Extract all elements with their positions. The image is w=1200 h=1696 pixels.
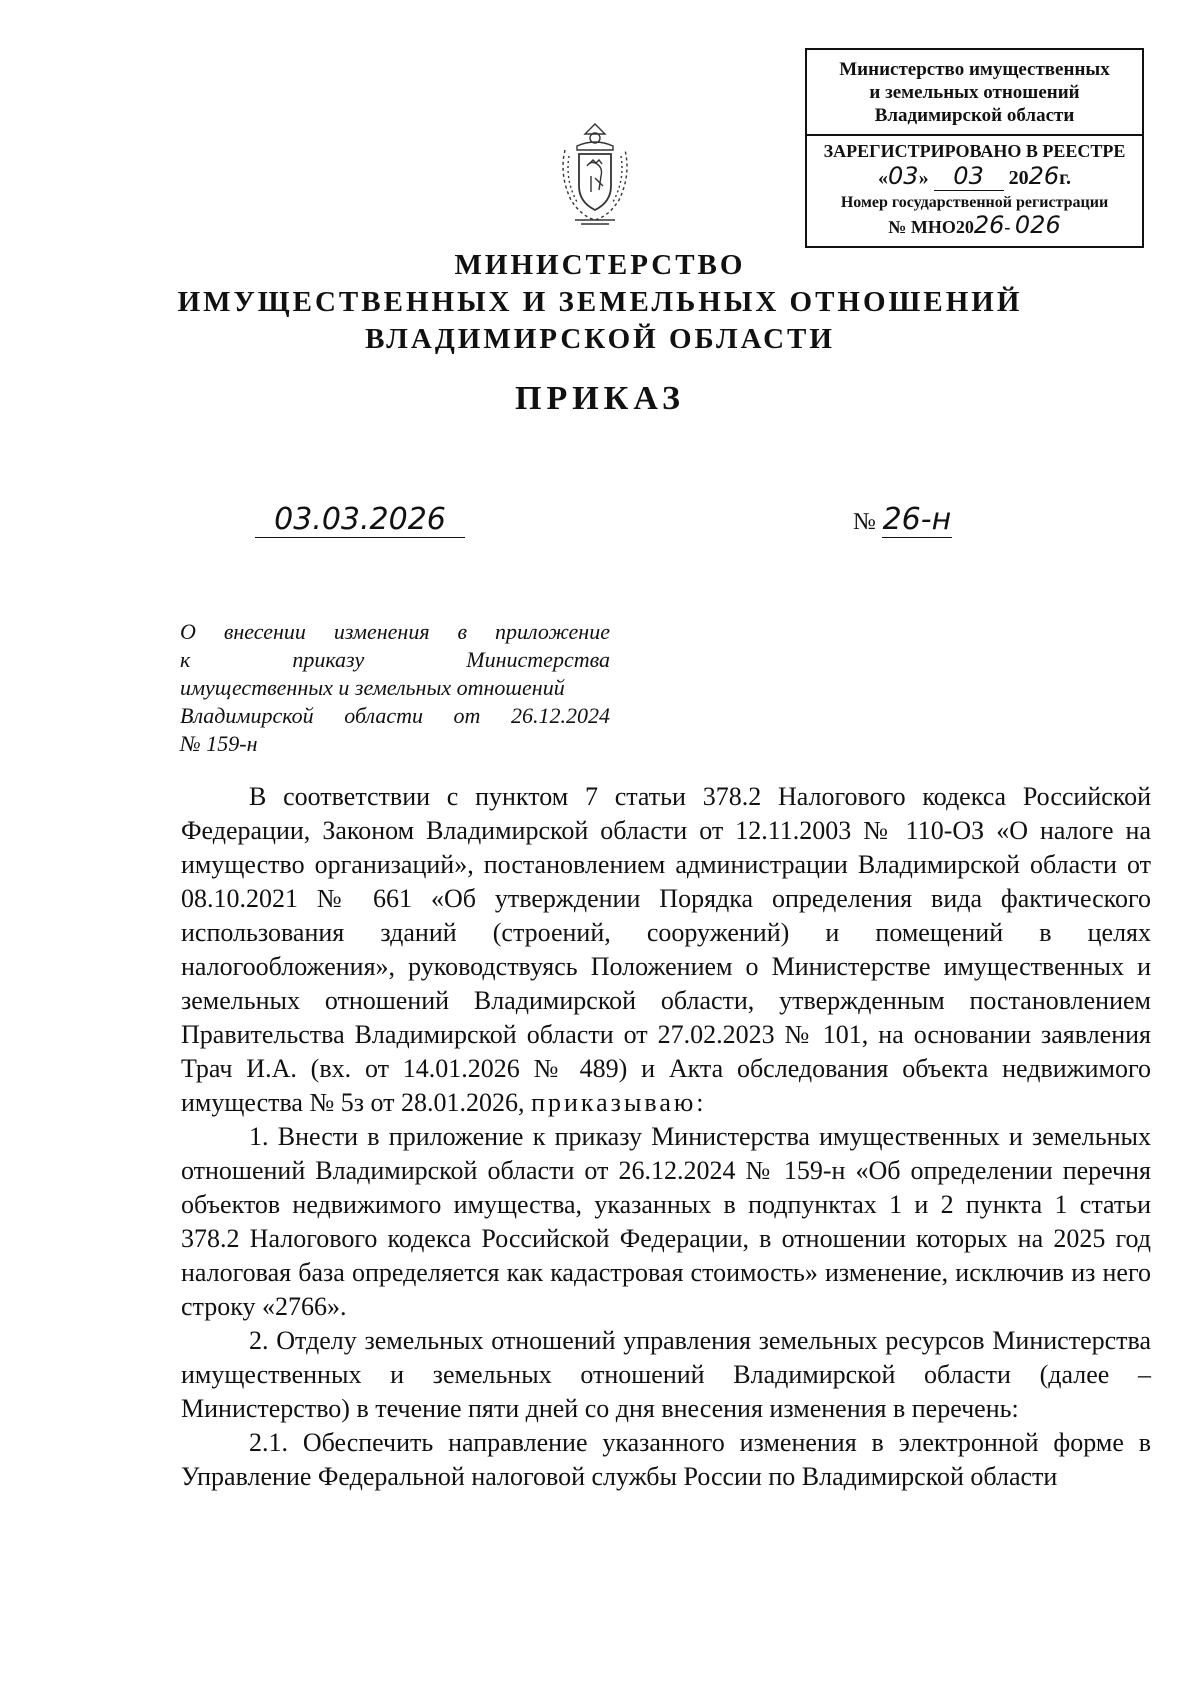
stamp-year-end: г. [1059, 167, 1071, 189]
stamp-registration [807, 136, 1142, 238]
order-number-label: № [853, 509, 876, 535]
subject-line [180, 646, 610, 674]
stamp-year-suffix: 26 [1028, 162, 1060, 190]
subject-word: Владимирской [180, 703, 314, 728]
stamp-organization [807, 50, 1142, 136]
subject-word: приказу [292, 647, 365, 672]
subject-line [180, 618, 610, 646]
subject-word: в [457, 619, 468, 644]
subject-word: области [344, 703, 423, 728]
clause-2-1: 2.1. Обеспечить направление указанного изменения в электронной форме в Управление Федеральной налоговой службы России по Владимирской области [181, 1428, 1151, 1491]
subject-line: № 159-н [180, 731, 258, 756]
registration-stamp [805, 48, 1144, 248]
stamp-date [807, 162, 1142, 192]
stamp-reg-prefix: № МНО20 [888, 217, 974, 237]
subject-word: Министерства [466, 647, 610, 672]
stamp-month: 03 [934, 162, 1004, 191]
order-word: приказываю: [531, 1088, 707, 1117]
stamp-reg-number-label: Номер государственной регистрации [840, 194, 1109, 211]
stamp-org-line: и земельных отношений [869, 82, 1080, 103]
subject-word: от [453, 703, 481, 728]
stamp-org-line: Министерство имущественных [839, 59, 1110, 80]
order-number [853, 503, 952, 539]
subject-line [180, 702, 610, 730]
ministry-heading [0, 247, 1200, 358]
subject-line: имущественных и земельных отношений [180, 675, 565, 700]
stamp-year-prefix: 20 [1008, 167, 1029, 189]
heading-line: ВЛАДИМИРСКОЙ ОБЛАСТИ [365, 323, 835, 355]
subject-word: к [180, 647, 191, 672]
subject-word: изменения [333, 619, 430, 644]
order-date: 03.03.2026 [255, 503, 465, 538]
stamp-reg-dash: - [1004, 217, 1011, 237]
preamble-paragraph [181, 780, 1151, 1120]
stamp-quote-open: « [878, 167, 889, 189]
order-number-value: 26-н [882, 502, 952, 537]
order-subject [180, 618, 610, 758]
stamp-reg-year: 26 [973, 211, 1005, 239]
stamp-org-line: Владимирской области [874, 105, 1075, 126]
stamp-reg-num: 026 [1014, 211, 1061, 239]
stamp-day: 03 [888, 162, 919, 190]
clause-1: 1. Внести в приложение к приказу Министерства имущественных и земельных отношений Владимирской области от 26.12.2024 № 159-н «Об определении перечня объектов недвижимого имущества, указанных в подпунктах 1 и 2 пункта 1 статьи 378.2 Налогового кодекса Российской Федерации, в отношении которых на 2025 год налоговая база определяется как кадастровая стоимость» изменение, исключив из него строку «2766». [181, 1122, 1151, 1321]
subject-word: приложение [495, 619, 610, 644]
order-body [181, 780, 1151, 1494]
subject-word: 26.12.2024 [510, 703, 610, 728]
document-type-title: ПРИКАЗ [515, 380, 685, 417]
coat-of-arms-icon [555, 120, 635, 230]
heading-line: ИМУЩЕСТВЕННЫХ И ЗЕМЕЛЬНЫХ ОТНОШЕНИЙ [177, 286, 1023, 318]
heading-line: МИНИСТЕРСТВО [454, 249, 746, 281]
subject-word: внесении [223, 619, 306, 644]
stamp-reg-number [807, 211, 1142, 239]
stamp-registered-label: ЗАРЕГИСТРИРОВАНО В РЕЕСТРЕ [823, 141, 1126, 161]
clause-2: 2. Отделу земельных отношений управления земельных ресурсов Министерства имущественных и земельных отношений Владимирской области (далее – Министерство) в течение пяти дней со дня внесения изменения в перечень: [181, 1326, 1151, 1423]
stamp-quote-close: » [918, 167, 929, 189]
preamble-text: В соответствии с пунктом 7 статьи 378.2 Налогового кодекса Российской Федерации, Законом Владимирской области от 12.11.2003 № 110-ОЗ «О налоге на имущество организаций», постановлением администрации Владимирской области от 08.10.2021 № 661 «Об утверждении Порядка определения вида фактического использования зданий (строений, сооружений) и помещений в целях налогообложения», руководствуясь Положением о Министерстве имущественных и земельных отношений Владимирской области, утвержденным постановлением Правительства Владимирской области от 27.02.2023 № 101, на основании заявления Трач И.А. (вх. от 14.01.2026 № 489) и Акта обследования объекта недвижимого имущества № 5з от 28.01.2026, [181, 782, 1151, 1117]
subject-word: О [180, 619, 196, 644]
